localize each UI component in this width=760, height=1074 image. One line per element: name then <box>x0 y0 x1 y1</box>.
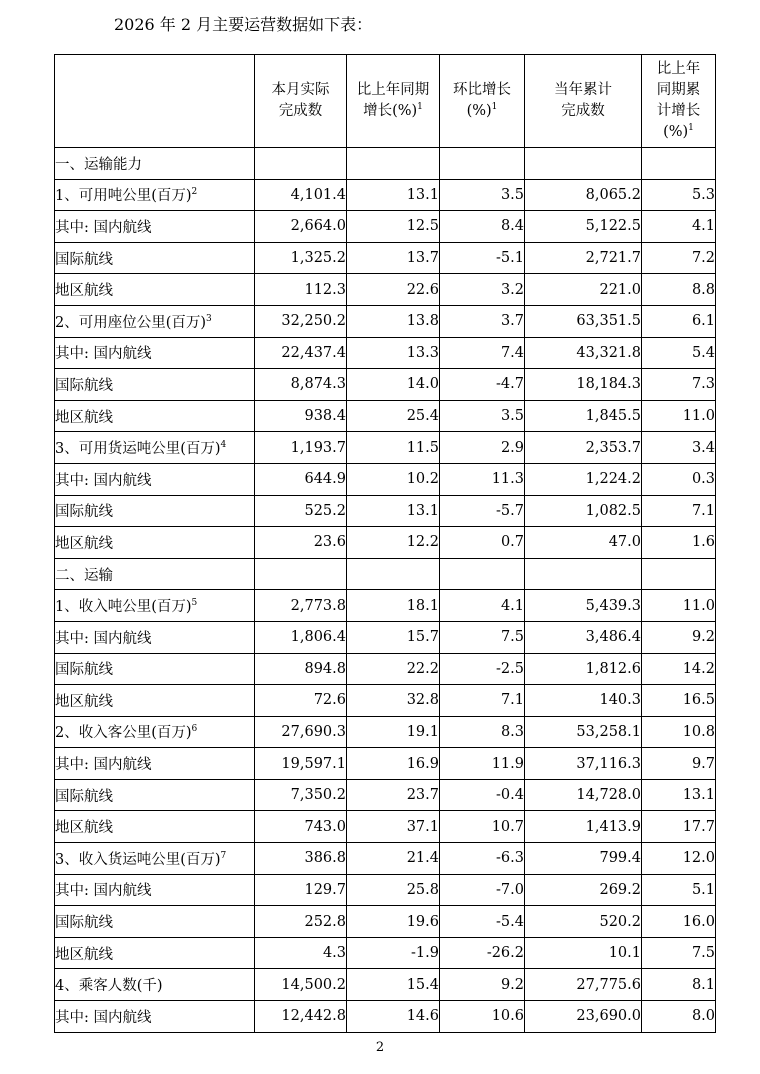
row-label-cell <box>55 685 255 717</box>
value-cell <box>255 148 347 180</box>
value-cell: 8.8 <box>642 274 716 306</box>
value-cell: 13.8 <box>347 305 440 337</box>
row-label: 1、收入吨公里(百万) <box>55 599 192 616</box>
value-cell: 23,690.0 <box>525 1001 642 1033</box>
table-row <box>55 400 716 432</box>
table-row <box>55 748 716 780</box>
value-cell: 9.2 <box>642 621 716 653</box>
header-line: 比上年同期 <box>356 82 430 98</box>
row-label: 其中: 国内航线 <box>55 219 152 236</box>
column-header-label <box>272 80 330 122</box>
footnote-marker: 5 <box>191 598 198 609</box>
table-row <box>55 211 716 243</box>
value-cell: 1,224.2 <box>525 463 642 495</box>
value-cell: 743.0 <box>255 811 347 843</box>
row-label: 2、收入客公里(百万) <box>55 725 192 742</box>
row-label-cell <box>55 874 255 906</box>
value-cell: 13.3 <box>347 337 440 369</box>
value-cell: 269.2 <box>525 874 642 906</box>
value-cell: 8,874.3 <box>255 369 347 401</box>
row-label-cell <box>55 305 255 337</box>
page-number: 2 <box>375 1040 385 1055</box>
row-label: 地区航线 <box>55 283 113 300</box>
row-label-cell <box>55 969 255 1001</box>
value-cell <box>440 558 525 590</box>
value-cell: 10.1 <box>525 937 642 969</box>
value-cell: 11.9 <box>440 748 525 780</box>
row-label: 其中: 国内航线 <box>55 472 152 489</box>
value-cell: 8,065.2 <box>525 179 642 211</box>
row-label-cell <box>55 748 255 780</box>
operating-data-table <box>54 54 716 1033</box>
row-label: 国际航线 <box>55 915 113 932</box>
value-cell: 1,806.4 <box>255 621 347 653</box>
header-line: 当年累计 <box>554 82 612 98</box>
value-cell: 3.5 <box>440 400 525 432</box>
value-cell: 7.5 <box>642 937 716 969</box>
value-cell: 1,325.2 <box>255 242 347 274</box>
value-cell: 11.3 <box>440 463 525 495</box>
value-cell: 252.8 <box>255 906 347 938</box>
row-label-cell <box>55 337 255 369</box>
value-cell: 7.1 <box>642 495 716 527</box>
footnote-marker: 7 <box>220 851 227 862</box>
value-cell <box>642 148 716 180</box>
header-line: 比上年 <box>656 61 701 77</box>
value-cell: 520.2 <box>525 906 642 938</box>
row-label: 其中: 国内航线 <box>55 757 152 774</box>
value-cell: 23.7 <box>347 779 440 811</box>
value-cell: -5.7 <box>440 495 525 527</box>
value-cell: 2,664.0 <box>255 211 347 243</box>
value-cell: 5.1 <box>642 874 716 906</box>
value-cell: 1,082.5 <box>525 495 642 527</box>
value-cell: 5.4 <box>642 337 716 369</box>
table-row <box>55 937 716 969</box>
section-row <box>55 148 716 180</box>
value-cell: 21.4 <box>347 843 440 875</box>
value-cell: 19,597.1 <box>255 748 347 780</box>
column-header-5 <box>642 55 716 148</box>
row-label: 3、收入货运吨公里(百万) <box>55 851 221 868</box>
row-label: 4、乘客人数(千) <box>55 978 163 995</box>
value-cell: 14.6 <box>347 1001 440 1033</box>
row-label-cell <box>55 432 255 464</box>
value-cell: 3.2 <box>440 274 525 306</box>
table-row <box>55 527 716 559</box>
row-label-cell <box>55 369 255 401</box>
table-row <box>55 369 716 401</box>
value-cell: 37.1 <box>347 811 440 843</box>
value-cell: 5,122.5 <box>525 211 642 243</box>
value-cell: 3.7 <box>440 305 525 337</box>
row-label: 国际航线 <box>55 662 113 679</box>
value-cell: 7.4 <box>440 337 525 369</box>
row-label-cell <box>55 495 255 527</box>
row-label-cell <box>55 463 255 495</box>
row-label-cell <box>55 558 255 590</box>
value-cell: 25.8 <box>347 874 440 906</box>
value-cell: 894.8 <box>255 653 347 685</box>
row-label-cell <box>55 148 255 180</box>
row-label: 其中: 国内航线 <box>55 630 152 647</box>
value-cell: 13.1 <box>347 495 440 527</box>
column-header-4 <box>525 55 642 148</box>
value-cell: 8.0 <box>642 1001 716 1033</box>
table-row <box>55 906 716 938</box>
value-cell: 53,258.1 <box>525 716 642 748</box>
value-cell: -5.4 <box>440 906 525 938</box>
value-cell: 4,101.4 <box>255 179 347 211</box>
table-row <box>55 179 716 211</box>
column-header-2 <box>347 55 440 148</box>
value-cell: 2,773.8 <box>255 590 347 622</box>
value-cell: 13.1 <box>642 779 716 811</box>
value-cell: 19.1 <box>347 716 440 748</box>
value-cell: 22.6 <box>347 274 440 306</box>
row-label-cell <box>55 527 255 559</box>
value-cell: 3,486.4 <box>525 621 642 653</box>
value-cell: 7.1 <box>440 685 525 717</box>
value-cell: 13.7 <box>347 242 440 274</box>
footnote-marker: 1 <box>491 102 498 113</box>
row-label: 3、可用货运吨公里(百万) <box>55 441 221 458</box>
row-label-cell <box>55 937 255 969</box>
table-row <box>55 969 716 1001</box>
value-cell: 14.2 <box>642 653 716 685</box>
value-cell: 3.4 <box>642 432 716 464</box>
value-cell: 16.9 <box>347 748 440 780</box>
value-cell: 32.8 <box>347 685 440 717</box>
value-cell: 47.0 <box>525 527 642 559</box>
value-cell: 0.3 <box>642 463 716 495</box>
value-cell: 13.1 <box>347 179 440 211</box>
value-cell: 1,193.7 <box>255 432 347 464</box>
value-cell: 1,413.9 <box>525 811 642 843</box>
row-label: 其中: 国内航线 <box>55 346 152 363</box>
row-label: 地区航线 <box>55 693 113 710</box>
row-label: 一、运输能力 <box>55 156 142 173</box>
value-cell: 1.6 <box>642 527 716 559</box>
table-row <box>55 716 716 748</box>
value-cell: 14.0 <box>347 369 440 401</box>
row-label-cell <box>55 653 255 685</box>
column-header-3 <box>440 55 525 148</box>
value-cell: -1.9 <box>347 937 440 969</box>
value-cell: 12.5 <box>347 211 440 243</box>
value-cell: 938.4 <box>255 400 347 432</box>
section-row <box>55 558 716 590</box>
value-cell: -26.2 <box>440 937 525 969</box>
row-label-cell <box>55 621 255 653</box>
value-cell: 72.6 <box>255 685 347 717</box>
column-header-label <box>453 80 511 122</box>
value-cell: 11.0 <box>642 400 716 432</box>
table-row <box>55 432 716 464</box>
row-label-cell <box>55 274 255 306</box>
column-header-label <box>554 80 612 122</box>
value-cell: 17.7 <box>642 811 716 843</box>
value-cell: -0.4 <box>440 779 525 811</box>
value-cell: 7.2 <box>642 242 716 274</box>
value-cell: 11.5 <box>347 432 440 464</box>
value-cell: 10.6 <box>440 1001 525 1033</box>
table-row <box>55 274 716 306</box>
header-line: 本月实际 <box>271 82 330 98</box>
value-cell: -6.3 <box>440 843 525 875</box>
column-header-1 <box>255 55 347 148</box>
value-cell: 7.3 <box>642 369 716 401</box>
value-cell: 27,690.3 <box>255 716 347 748</box>
value-cell: 63,351.5 <box>525 305 642 337</box>
table-row <box>55 621 716 653</box>
value-cell: 3.5 <box>440 179 525 211</box>
row-label: 国际航线 <box>55 251 113 268</box>
value-cell: 9.2 <box>440 969 525 1001</box>
value-cell <box>440 148 525 180</box>
table-row <box>55 242 716 274</box>
table-row <box>55 843 716 875</box>
row-label-cell <box>55 1001 255 1033</box>
value-cell: 5.3 <box>642 179 716 211</box>
row-label: 国际航线 <box>55 504 113 521</box>
value-cell: 8.4 <box>440 211 525 243</box>
header-line: 完成数 <box>561 103 605 119</box>
row-label: 其中: 国内航线 <box>55 1009 152 1026</box>
table-row <box>55 1001 716 1033</box>
value-cell: 1,812.6 <box>525 653 642 685</box>
value-cell: 14,728.0 <box>525 779 642 811</box>
value-cell <box>347 558 440 590</box>
value-cell: 10.2 <box>347 463 440 495</box>
value-cell: 18,184.3 <box>525 369 642 401</box>
row-label: 其中: 国内航线 <box>55 883 152 900</box>
row-label-cell <box>55 211 255 243</box>
table-row <box>55 305 716 337</box>
footnote-marker: 4 <box>220 440 227 451</box>
value-cell: 0.7 <box>440 527 525 559</box>
table-header-row <box>55 55 716 148</box>
value-cell <box>347 148 440 180</box>
value-cell: 43,321.8 <box>525 337 642 369</box>
value-cell: 12.0 <box>642 843 716 875</box>
value-cell: 2,353.7 <box>525 432 642 464</box>
value-cell: 23.6 <box>255 527 347 559</box>
footnote-marker: 1 <box>417 102 423 113</box>
row-label: 地区航线 <box>55 820 113 837</box>
row-label-cell <box>55 590 255 622</box>
value-cell: -5.1 <box>440 242 525 274</box>
value-cell: 386.8 <box>255 843 347 875</box>
value-cell: 5,439.3 <box>525 590 642 622</box>
value-cell: 12.2 <box>347 527 440 559</box>
value-cell: 16.0 <box>642 906 716 938</box>
value-cell: 112.3 <box>255 274 347 306</box>
row-label: 地区航线 <box>55 535 113 552</box>
footnote-marker: 1 <box>688 123 694 134</box>
value-cell: 2.9 <box>440 432 525 464</box>
row-label: 国际航线 <box>55 377 113 394</box>
value-cell: 16.5 <box>642 685 716 717</box>
column-header-label <box>657 59 701 143</box>
value-cell: 6.1 <box>642 305 716 337</box>
value-cell: 37,116.3 <box>525 748 642 780</box>
header-line: 同期累 <box>656 82 701 98</box>
value-cell: 140.3 <box>525 685 642 717</box>
value-cell: 27,775.6 <box>525 969 642 1001</box>
value-cell: 4.1 <box>642 211 716 243</box>
value-cell: 9.7 <box>642 748 716 780</box>
value-cell: 12,442.8 <box>255 1001 347 1033</box>
value-cell: 7.5 <box>440 621 525 653</box>
header-line: (%) <box>663 124 689 140</box>
value-cell: 22,437.4 <box>255 337 347 369</box>
table-row <box>55 337 716 369</box>
row-label-cell <box>55 779 255 811</box>
value-cell: 4.1 <box>440 590 525 622</box>
table-row <box>55 779 716 811</box>
table-row <box>55 811 716 843</box>
intro-text: 2026 年 2 月主要运营数据如下表： <box>114 15 373 34</box>
value-cell: 4.3 <box>255 937 347 969</box>
row-label-cell <box>55 179 255 211</box>
row-label: 1、可用吨公里(百万) <box>55 188 192 205</box>
value-cell: -7.0 <box>440 874 525 906</box>
value-cell: 22.2 <box>347 653 440 685</box>
row-label: 国际航线 <box>55 788 113 805</box>
row-label-cell <box>55 242 255 274</box>
value-cell: 10.8 <box>642 716 716 748</box>
row-label: 地区航线 <box>55 946 113 963</box>
header-line: 环比增长 <box>453 82 511 98</box>
footnote-marker: 3 <box>206 313 212 324</box>
row-label-cell <box>55 906 255 938</box>
header-line: 完成数 <box>278 103 323 119</box>
value-cell: 221.0 <box>525 274 642 306</box>
row-label-cell <box>55 811 255 843</box>
row-label-cell <box>55 716 255 748</box>
table-row <box>55 495 716 527</box>
value-cell: 8.3 <box>440 716 525 748</box>
value-cell: -2.5 <box>440 653 525 685</box>
column-header-label <box>357 80 430 122</box>
row-label-cell <box>55 843 255 875</box>
row-label: 2、可用座位公里(百万) <box>55 314 207 331</box>
footnote-marker: 2 <box>191 187 198 198</box>
row-label: 二、运输 <box>55 567 113 584</box>
value-cell: 10.7 <box>440 811 525 843</box>
value-cell: 7,350.2 <box>255 779 347 811</box>
header-line: 计增长 <box>656 103 701 119</box>
column-header-0 <box>55 55 255 148</box>
value-cell: 15.4 <box>347 969 440 1001</box>
footnote-marker: 6 <box>191 724 198 735</box>
value-cell: 32,250.2 <box>255 305 347 337</box>
table-row <box>55 685 716 717</box>
value-cell: 15.7 <box>347 621 440 653</box>
row-label: 地区航线 <box>55 409 113 426</box>
value-cell: 25.4 <box>347 400 440 432</box>
table-row <box>55 463 716 495</box>
table-row <box>55 590 716 622</box>
value-cell: 18.1 <box>347 590 440 622</box>
value-cell: 1,845.5 <box>525 400 642 432</box>
table-row <box>55 653 716 685</box>
value-cell: 525.2 <box>255 495 347 527</box>
value-cell <box>525 558 642 590</box>
header-line: (%) <box>466 103 492 119</box>
value-cell: 19.6 <box>347 906 440 938</box>
value-cell: 129.7 <box>255 874 347 906</box>
value-cell: 8.1 <box>642 969 716 1001</box>
value-cell: 14,500.2 <box>255 969 347 1001</box>
value-cell <box>255 558 347 590</box>
value-cell: 799.4 <box>525 843 642 875</box>
value-cell: 11.0 <box>642 590 716 622</box>
value-cell <box>525 148 642 180</box>
header-line: 增长(%) <box>363 103 418 119</box>
value-cell: 2,721.7 <box>525 242 642 274</box>
value-cell: 644.9 <box>255 463 347 495</box>
row-label-cell <box>55 400 255 432</box>
table-row <box>55 874 716 906</box>
value-cell <box>642 558 716 590</box>
value-cell: -4.7 <box>440 369 525 401</box>
